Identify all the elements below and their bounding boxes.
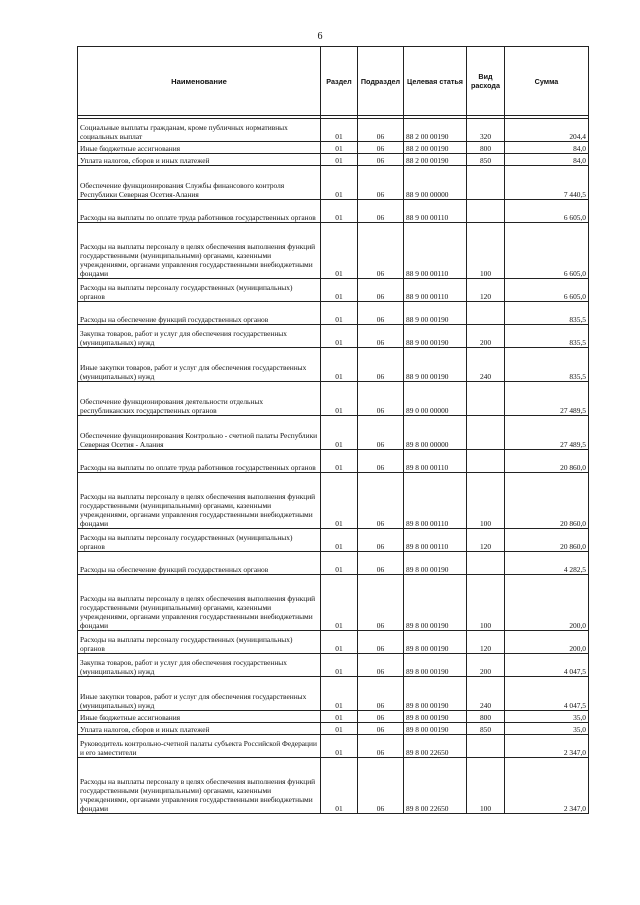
cell-name: Уплата налогов, сборов и иных платежей [78,723,321,735]
cell-subsection: 06 [358,529,404,552]
cell-expense-type: 850 [467,723,505,735]
cell-expense-type: 850 [467,154,505,166]
cell-subsection: 06 [358,711,404,723]
cell-expense-type: 800 [467,142,505,154]
table-row [78,758,589,814]
cell-subsection: 06 [358,654,404,677]
cell-expense-type: 120 [467,529,505,552]
cell-amount: 27 489,5 [505,416,589,450]
cell-target: 88 2 00 00190 [404,119,467,142]
column-header-expense-type: Вид расхода [467,47,505,116]
cell-section: 01 [321,416,358,450]
cell-section: 01 [321,142,358,154]
cell-section: 01 [321,279,358,302]
cell-amount: 7 440,5 [505,166,589,200]
table-row [78,723,589,735]
table-row [78,416,589,450]
cell-expense-type: 100 [467,473,505,529]
cell-name: Социальные выплаты гражданам, кроме публичных нормативных социальных выплат [78,119,321,142]
cell-amount: 4 282,5 [505,552,589,575]
cell-section: 01 [321,166,358,200]
cell-target: 89 0 00 00000 [404,382,467,416]
cell-amount: 204,4 [505,119,589,142]
cell-amount: 200,0 [505,631,589,654]
cell-subsection: 06 [358,677,404,711]
cell-target: 88 2 00 00190 [404,154,467,166]
table-row [78,473,589,529]
cell-name: Расходы на выплаты персоналу в целях обеспечения выполнения функций государственными (муниципальными) органами, казенными учреждениями, органами управления государственными внебюджетными фондами [78,473,321,529]
cell-section: 01 [321,325,358,348]
cell-amount: 2 347,0 [505,758,589,814]
cell-target: 89 8 00 00190 [404,575,467,631]
cell-subsection: 06 [358,166,404,200]
table-row [78,382,589,416]
cell-amount: 35,0 [505,723,589,735]
cell-target: 89 8 00 22650 [404,758,467,814]
cell-amount: 6 605,0 [505,223,589,279]
cell-subsection: 06 [358,575,404,631]
cell-expense-type: 100 [467,575,505,631]
cell-expense-type: 120 [467,279,505,302]
cell-section: 01 [321,529,358,552]
cell-amount: 20 860,0 [505,529,589,552]
cell-target: 89 8 00 00190 [404,552,467,575]
cell-section: 01 [321,154,358,166]
cell-section: 01 [321,382,358,416]
cell-name: Иные бюджетные ассигнования [78,711,321,723]
table-row [78,348,589,382]
cell-expense-type [467,552,505,575]
cell-name: Расходы на выплаты персоналу в целях обеспечения выполнения функций государственными (муниципальными) органами, казенными учреждениями, органами управления государственными внебюджетными фондами [78,575,321,631]
cell-section: 01 [321,552,358,575]
table-row [78,279,589,302]
cell-name: Расходы на выплаты персоналу в целях обеспечения выполнения функций государственными (муниципальными) органами, казенными учреждениями, органами управления государственными внебюджетными фондами [78,758,321,814]
cell-amount: 84,0 [505,154,589,166]
cell-expense-type: 100 [467,223,505,279]
cell-name: Расходы на выплаты персоналу в целях обеспечения выполнения функций государственными (муниципальными) органами, казенными учреждениями, органами управления государственными внебюджетными фондами [78,223,321,279]
cell-expense-type [467,416,505,450]
cell-section: 01 [321,302,358,325]
cell-section: 01 [321,119,358,142]
cell-target: 89 8 00 00190 [404,654,467,677]
cell-target: 89 8 00 22650 [404,735,467,758]
cell-amount: 27 489,5 [505,382,589,416]
cell-name: Расходы на выплаты персоналу государственных (муниципальных) органов [78,631,321,654]
cell-section: 01 [321,200,358,223]
cell-target: 88 9 00 00000 [404,166,467,200]
column-header-section: Раздел [321,47,358,116]
column-header-subsection: Подраздел [358,47,404,116]
cell-section: 01 [321,631,358,654]
cell-target: 88 9 00 00190 [404,302,467,325]
cell-subsection: 06 [358,142,404,154]
cell-expense-type [467,200,505,223]
cell-expense-type [467,302,505,325]
table-row [78,223,589,279]
cell-section: 01 [321,735,358,758]
cell-subsection: 06 [358,119,404,142]
cell-name: Уплата налогов, сборов и иных платежей [78,154,321,166]
cell-target: 89 8 00 00110 [404,450,467,473]
table-row [78,654,589,677]
cell-expense-type: 100 [467,758,505,814]
cell-name: Расходы на обеспечение функций государственных органов [78,552,321,575]
cell-expense-type [467,166,505,200]
cell-name: Закупка товаров, работ и услуг для обеспечения государственных (муниципальных) нужд [78,325,321,348]
cell-name: Обеспечение функционирования Службы финансового контроля Республики Северная Осетия-Алания [78,166,321,200]
cell-target: 88 9 00 00110 [404,279,467,302]
cell-section: 01 [321,723,358,735]
table-row [78,302,589,325]
cell-target: 88 2 00 00190 [404,142,467,154]
cell-target: 88 9 00 00190 [404,325,467,348]
cell-name: Расходы на обеспечение функций государственных органов [78,302,321,325]
cell-target: 89 8 00 00110 [404,473,467,529]
cell-subsection: 06 [358,382,404,416]
table-row [78,575,589,631]
column-header-amount: Сумма [505,47,589,116]
table-row [78,735,589,758]
budget-table [77,46,589,814]
cell-target: 89 8 00 00000 [404,416,467,450]
table-row [78,631,589,654]
cell-section: 01 [321,575,358,631]
cell-name: Расходы на выплаты персоналу государственных (муниципальных) органов [78,279,321,302]
cell-subsection: 06 [358,200,404,223]
cell-expense-type: 240 [467,677,505,711]
cell-subsection: 06 [358,348,404,382]
table-row [78,552,589,575]
cell-amount: 2 347,0 [505,735,589,758]
table-row [78,166,589,200]
cell-name: Расходы на выплаты персоналу государственных (муниципальных) органов [78,529,321,552]
cell-expense-type [467,382,505,416]
cell-name: Расходы на выплаты по оплате труда работников государственных органов [78,200,321,223]
table-header-row [78,47,589,116]
cell-target: 89 8 00 00190 [404,677,467,711]
cell-subsection: 06 [358,223,404,279]
table-row [78,142,589,154]
table-row [78,154,589,166]
cell-expense-type: 120 [467,631,505,654]
cell-amount: 6 605,0 [505,200,589,223]
cell-target: 89 8 00 00190 [404,711,467,723]
cell-name: Иные закупки товаров, работ и услуг для обеспечения государственных (муниципальных) нужд [78,677,321,711]
cell-subsection: 06 [358,302,404,325]
cell-expense-type: 800 [467,711,505,723]
cell-name: Иные бюджетные ассигнования [78,142,321,154]
cell-amount: 200,0 [505,575,589,631]
cell-subsection: 06 [358,723,404,735]
cell-subsection: 06 [358,735,404,758]
table-body [78,119,589,814]
cell-subsection: 06 [358,631,404,654]
cell-expense-type: 240 [467,348,505,382]
cell-target: 89 8 00 00190 [404,723,467,735]
cell-amount: 20 860,0 [505,473,589,529]
cell-section: 01 [321,677,358,711]
table-row [78,450,589,473]
cell-expense-type [467,450,505,473]
cell-subsection: 06 [358,473,404,529]
cell-name: Иные закупки товаров, работ и услуг для обеспечения государственных (муниципальных) нужд [78,348,321,382]
cell-target: 89 8 00 00190 [404,631,467,654]
cell-name: Руководитель контрольно-счетной палаты субъекта Российской Федерации и его заместители [78,735,321,758]
table-row [78,711,589,723]
cell-amount: 4 047,5 [505,677,589,711]
cell-expense-type [467,735,505,758]
table-row [78,677,589,711]
cell-amount: 20 860,0 [505,450,589,473]
cell-section: 01 [321,758,358,814]
table-row [78,529,589,552]
cell-target: 89 8 00 00110 [404,529,467,552]
cell-section: 01 [321,223,358,279]
cell-subsection: 06 [358,325,404,348]
cell-section: 01 [321,348,358,382]
cell-subsection: 06 [358,552,404,575]
cell-amount: 835,5 [505,348,589,382]
cell-name: Обеспечение функционирования деятельности отдельных республиканских государственных органов [78,382,321,416]
cell-section: 01 [321,711,358,723]
cell-expense-type: 320 [467,119,505,142]
column-header-name: Наименование [78,47,321,116]
cell-name: Расходы на выплаты по оплате труда работников государственных органов [78,450,321,473]
cell-section: 01 [321,450,358,473]
table-row [78,119,589,142]
cell-amount: 84,0 [505,142,589,154]
cell-subsection: 06 [358,279,404,302]
cell-target: 88 9 00 00110 [404,223,467,279]
cell-amount: 6 605,0 [505,279,589,302]
page-number: 6 [317,31,323,42]
cell-subsection: 06 [358,758,404,814]
table-row [78,325,589,348]
cell-expense-type: 200 [467,325,505,348]
table-row [78,200,589,223]
cell-section: 01 [321,473,358,529]
cell-subsection: 06 [358,154,404,166]
cell-expense-type: 200 [467,654,505,677]
cell-section: 01 [321,654,358,677]
cell-amount: 835,5 [505,325,589,348]
cell-amount: 35,0 [505,711,589,723]
cell-subsection: 06 [358,450,404,473]
cell-amount: 4 047,5 [505,654,589,677]
cell-name: Обеспечение функционирования Контрольно - счетной палаты Республики Северная Осетия - Алания [78,416,321,450]
cell-name: Закупка товаров, работ и услуг для обеспечения государственных (муниципальных) нужд [78,654,321,677]
cell-target: 88 9 00 00190 [404,348,467,382]
column-header-target: Целевая статья [404,47,467,116]
cell-subsection: 06 [358,416,404,450]
cell-amount: 835,5 [505,302,589,325]
cell-target: 88 9 00 00110 [404,200,467,223]
